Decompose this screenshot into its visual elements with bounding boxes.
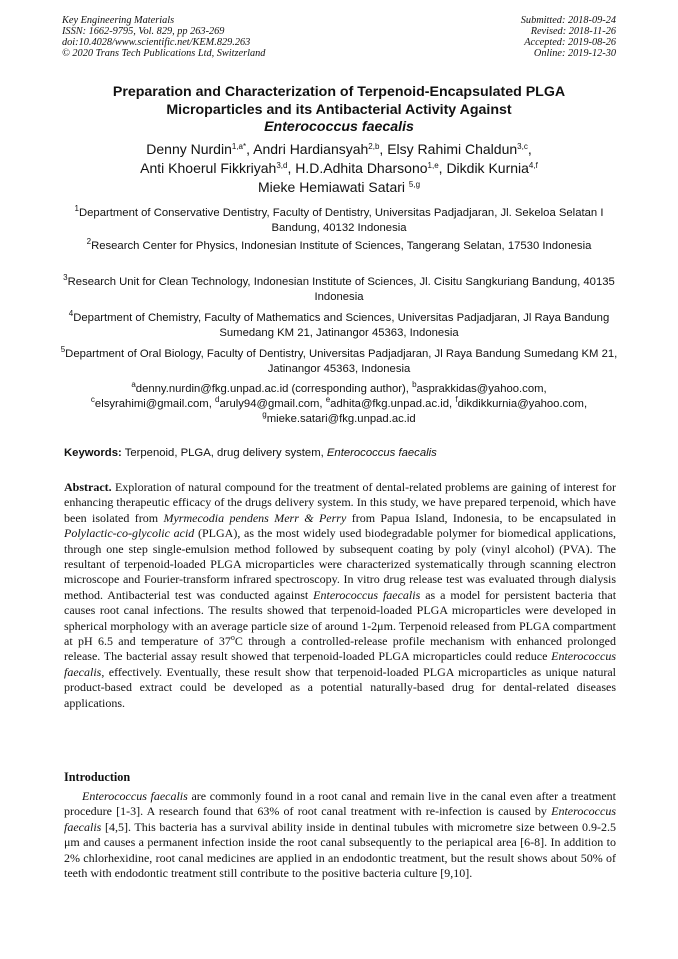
email: asprakkidas@yahoo.com, xyxy=(416,383,547,395)
submission-dates xyxy=(521,15,616,59)
degree-sup: o xyxy=(230,633,235,643)
email-sup: g xyxy=(262,410,267,419)
affiliation xyxy=(60,239,618,254)
journal-name: Key Engineering Materials xyxy=(62,15,175,26)
author-name: Mieke Hemiawati Satari xyxy=(257,179,406,195)
email-line-1 xyxy=(60,382,618,397)
species-name: Enterococcus faecalis xyxy=(82,789,188,803)
email-sup: c xyxy=(90,395,95,404)
email-sup: b xyxy=(412,380,417,389)
affiliation xyxy=(60,347,618,377)
abstract-text: from Papua Island, Indonesia, to be encapsulated in xyxy=(351,510,617,525)
affiliation-number: 4 xyxy=(68,309,74,318)
author-name: H.D.Adhita Dharsono xyxy=(295,160,428,176)
author-line-2: Anti Khoerul Fikkriyah$^{3,d}$, H.D.Adhita Dharsono$^{1,e}$, Dikdik Kurnia$^{4,f}$ xyxy=(140,160,538,176)
keywords-text: Terpenoid, PLGA, drug delivery system, xyxy=(124,447,324,459)
doi-line: doi:10.4028/www.scientific.net/KEM.829.263 xyxy=(62,37,251,48)
species-name: Enterococcus faecalis xyxy=(64,649,616,679)
author-sup: 2,b xyxy=(368,142,380,151)
email-sup: e xyxy=(325,395,331,404)
accepted-date: Accepted: 2019-08-26 xyxy=(524,37,616,48)
affiliation xyxy=(60,275,618,305)
intro-text: are commonly found in a root canal and remain live in the canal even after a treatment procedure [1-3]. A research found that 63% of root canal treatment with re-infection is caused by xyxy=(64,789,617,819)
introduction-paragraph xyxy=(64,789,616,881)
author-sup: 1,e xyxy=(427,161,439,170)
email-sup: d xyxy=(214,395,220,404)
copyright-line: © 2020 Trans Tech Publications Ltd, Switzerland xyxy=(62,48,266,59)
affiliation-text: Research Unit for Clean Technology, Indonesian Institute of Sciences, Jl. Cisitu Sangkuriang Bandung, 40135 Indonesia xyxy=(67,276,615,303)
online-date: Online: 2019-12-30 xyxy=(533,48,616,59)
author-name: Elsy Rahimi Chaldun xyxy=(387,141,518,157)
email: aruly94@gmail.com, xyxy=(219,398,323,410)
author-sup: 5,g xyxy=(408,180,421,189)
abstract-text: as a model for persistent bacteria that causes root canal infections. The results showed that terpenoid-loaded PLGA microparticles were developed in spherical morphology with an average particle size of around 1-2μm. Terpenoid released from PLGA compartment at pH 6.5 and temperature of 37 xyxy=(64,587,617,649)
author-sup: 1,a* xyxy=(231,142,247,151)
polymer-name: Polylactic-co-glycolic acid xyxy=(64,526,195,541)
abstract-label: Abstract. xyxy=(64,480,112,494)
author-name: Denny Nurdin xyxy=(146,141,232,157)
abstract xyxy=(64,480,616,711)
email: adhita@fkg.unpad.ac.id, xyxy=(330,398,453,410)
author-name: Dikdik Kurnia xyxy=(446,160,529,176)
email: mieke.satari@fkg.unpad.ac.id xyxy=(266,413,416,425)
author-name: Andri Hardiansyah xyxy=(253,141,369,157)
abstract-text: (PLGA), as the most widely used biodegradable polymer for biomedical applications, through one step single-emulsion method followed by subsequent coating by poly (vinyl alcohol) (PVA). The resultant of terpenoid-loaded PLGA microparticles were characterized systematically through scanning electron microscope and Fourier-transform infrared spectroscopy. In vitro drug release test was evaluated through dialysis method. Antibacterial test was conducted against xyxy=(64,526,617,602)
author-sup: 3,c xyxy=(517,142,528,151)
introduction-heading: Introduction xyxy=(64,770,131,784)
journal-info xyxy=(62,15,265,59)
author-line-3 xyxy=(60,178,618,197)
affiliation-number: 1 xyxy=(74,204,79,213)
email-list xyxy=(60,382,618,427)
keywords-species: Enterococcus faecalis xyxy=(326,447,437,459)
affiliation-number: 2 xyxy=(86,237,92,246)
affiliation xyxy=(60,206,618,236)
email-sup: f xyxy=(455,395,458,404)
abstract-text: C through a controlled-release profile mechanism with enhanced prolonged release. The bacterial assay result showed that terpenoid-loaded PLGA microparticles could reduce xyxy=(64,634,617,664)
revised-date: Revised: 2018-11-26 xyxy=(530,26,616,37)
affiliation-number: 5 xyxy=(60,345,66,354)
email: denny.nurdin@fkg.unpad.ac.id (corresponding author), xyxy=(135,383,409,395)
title-line-1: Preparation and Characterization of Terpenoid-Encapsulated PLGA xyxy=(112,84,566,100)
abstract-text: Exploration of natural compound for the treatment of dental-related problems are gaining of interest for enhancing therapeutic efficacy of the drugs delivery system. In this study, we have prepared terpenoid, which have been isolated from xyxy=(64,480,617,525)
author-name: Anti Khoerul Fikkriyah xyxy=(140,160,277,176)
issn-line: ISSN: 1662-9795, Vol. 829, pp 263-269 xyxy=(62,26,225,37)
species-name: Enterococcus faecalis xyxy=(64,804,616,834)
submitted-date: Submitted: 2018-09-24 xyxy=(520,15,616,26)
title-line-2: Microparticles and its Antibacterial Activity Against xyxy=(166,101,512,118)
keywords-label: Keywords: xyxy=(64,447,122,459)
affiliation-text: Department of Chemistry, Faculty of Mathematics and Sciences, Universitas Padjadjaran, Jl Raya Bandung Sumedang KM 21, Jatinangor 45363, Indonesia xyxy=(73,312,610,339)
abstract-text: , effectively. Eventually, these result show that terpenoid-loaded PLGA microparticles as unique natural product-based extract could be developed as a potential naturally-based drug for dental-related diseases applications. xyxy=(64,664,616,710)
keywords xyxy=(64,446,616,461)
author-sup: 3,d xyxy=(276,161,288,170)
title-line-3: Enterococcus faecalis xyxy=(264,119,414,135)
affiliation-text: Department of Oral Biology, Faculty of Dentistry, Universitas Padjadjaran, Jl Raya Bandung Sumedang KM 21, Jatinangor 45363, Indonesia xyxy=(65,348,618,375)
author-line-1: Denny Nurdin$^{1,a*}$, Andri Hardiansyah$^{2,b}$, Elsy Rahimi Chaldun$^{3,c}$, xyxy=(146,141,532,157)
email-line-2 xyxy=(60,397,618,412)
affiliation-text: Department of Conservative Dentistry, Faculty of Dentistry, Universitas Padjadjaran, Jl. Sekeloa Selatan I Bandung, 40132 Indonesia xyxy=(78,207,604,234)
paper-title xyxy=(60,84,618,137)
email-line-3 xyxy=(60,412,618,427)
email: elsyrahimi@gmail.com, xyxy=(94,398,212,410)
affiliation-number: 3 xyxy=(63,273,68,282)
affiliation-text: Research Center for Physics, Indonesian Institute of Sciences, Tangerang Selatan, 17530 Indonesia xyxy=(91,240,592,252)
species-name: Myrmecodia pendens Merr & Perry xyxy=(163,510,347,525)
affiliation xyxy=(60,311,618,341)
intro-text: [4,5]. This bacteria has a survival ability inside in dentinal tubules with micrometre size between 0.9-2.5 μm and causes a permanent infection inside the root canal subsequently to the periapical area [6-8]. In addition to 2% chlorhexidine, root canal medicines are applied in an endodontic treatment, but the result shows about 50% of teeth with endodontic treatment still contribute to the positive bacteria culture [9,10]. xyxy=(64,819,617,881)
email: dikdikkurnia@yahoo.com, xyxy=(457,398,588,410)
email-sup: a xyxy=(131,380,136,389)
species-name: Enterococcus faecalis xyxy=(313,587,421,602)
author-sup: 4,f xyxy=(528,161,538,170)
author-list xyxy=(60,140,618,197)
